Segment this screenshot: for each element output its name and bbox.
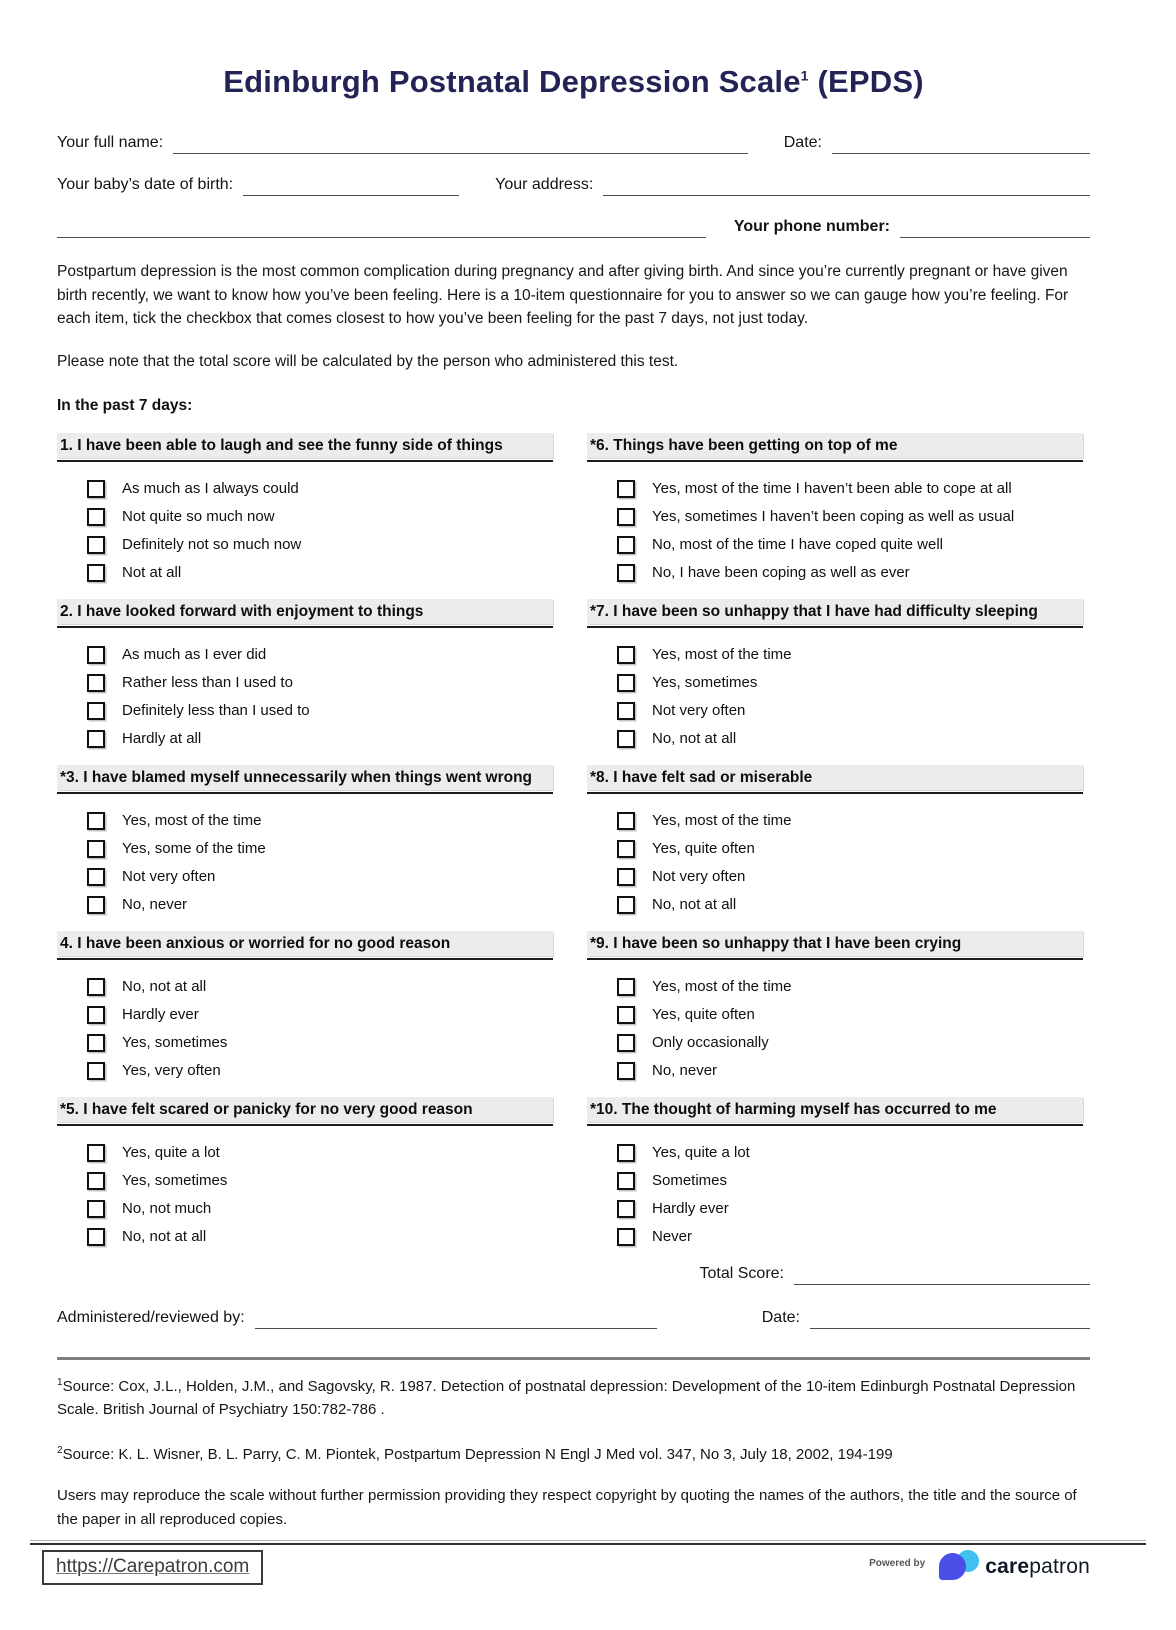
option-label: Yes, sometimes I haven’t been coping as well as usual [652,508,1015,526]
carepatron-url-link[interactable]: https://Carepatron.com [42,1550,263,1585]
dob-address-row [57,176,1090,196]
option-label: No, never [652,1062,718,1080]
checkbox-icon[interactable] [87,564,105,582]
checkbox-icon[interactable] [87,1228,105,1246]
option-row[interactable] [587,973,1083,1001]
checkbox-icon[interactable] [87,896,105,914]
question-block-4 [57,931,553,1097]
option-label: Yes, most of the time I haven’t been able to cope at all [652,480,1012,498]
checkbox-icon[interactable] [87,646,105,664]
question-underline [587,626,1083,628]
option-label: No, not at all [652,730,737,748]
option-row[interactable] [587,641,1083,669]
question-block-8 [587,765,1083,931]
option-label: Yes, very often [122,1062,221,1080]
checkbox-icon[interactable] [617,1200,635,1218]
option-label: As much as I ever did [122,646,267,664]
footnote-1-text: Source: Cox, J.L., Holden, J.M., and Sagovsky, R. 1987. Detection of postnatal depression: Development of the 10-item Edinburgh Postnatal Depression Scale. British Journal of Psychiatry 150:782-786 . [57,1377,1076,1418]
option-label: Yes, most of the time [652,978,792,996]
scoring-note: Please note that the total score will be calculated by the person who administered this test. [57,352,679,370]
option-label: Yes, quite a lot [122,1144,220,1162]
question-underline [57,626,553,628]
address2-phone-row [57,218,1090,238]
carepatron-wordmark [985,1555,1090,1579]
checkbox-icon[interactable] [617,1172,635,1190]
checkbox-icon[interactable] [87,480,105,498]
signoff-date-label: Date: [761,1308,800,1326]
checkbox-icon[interactable] [87,1006,105,1024]
checkbox-icon[interactable] [617,868,635,886]
footnote-source-1 [57,1375,1090,1422]
option-row[interactable] [587,503,1083,531]
option-row[interactable] [587,807,1083,835]
question-4-options [57,973,553,1085]
option-row[interactable] [57,1167,553,1195]
option-label: As much as I always could [122,480,299,498]
option-row[interactable] [57,807,553,835]
option-label: No, not much [122,1200,212,1218]
question-6-options [587,475,1083,587]
question-underline [57,792,553,794]
option-label: Yes, sometimes [652,674,758,692]
checkbox-icon[interactable] [87,1200,105,1218]
option-row[interactable] [57,697,553,725]
option-row[interactable] [587,475,1083,503]
total-score-field-line[interactable] [794,1265,1090,1285]
question-10-title: *10. The thought of harming myself has occurred to me [587,1097,1083,1122]
option-label: Yes, some of the time [122,840,266,858]
option-row[interactable] [587,1057,1083,1085]
option-row[interactable] [57,863,553,891]
question-10-options [587,1139,1083,1251]
baby-dob-label: Your baby’s date of birth: [57,176,234,193]
checkbox-icon[interactable] [87,868,105,886]
option-row[interactable] [57,1001,553,1029]
question-underline [587,792,1083,794]
checkbox-icon[interactable] [87,812,105,830]
checkbox-icon[interactable] [617,674,635,692]
question-1-options [57,475,553,587]
question-2-options [57,641,553,753]
question-6-title: *6. Things have been getting on top of me [587,433,1083,458]
checkbox-icon[interactable] [87,536,105,554]
option-row[interactable] [587,1195,1083,1223]
option-row[interactable] [57,641,553,669]
option-label: Not very often [122,868,216,886]
page-title-superscript: 1 [800,67,809,84]
option-label: No, not at all [122,1228,207,1246]
intro-paragraph: Postpartum depression is the most common complication during pregnancy and after giving birth. And since you’re currently pregnant or have given birth recently, we want to know how you’ve been feeling. Here is a 10-item questionnaire for you to answer so we can gauge how you’re feeling. For each item, tick the checkbox that comes closest to how you’ve been feeling for the past 7 days, not just today. [57,263,1069,328]
question-block-5 [57,1097,553,1263]
administered-by-label: Administered/reviewed by: [57,1308,245,1326]
option-row[interactable] [587,531,1083,559]
question-5-title: *5. I have felt scared or panicky for no very good reason [57,1097,553,1122]
option-label: Only occasionally [652,1034,769,1052]
question-5-options [57,1139,553,1251]
option-label: No, not at all [122,978,207,996]
footnote-divider [57,1357,1090,1360]
checkbox-icon[interactable] [617,840,635,858]
phone-label: Your phone number: [733,218,890,235]
checkbox-icon[interactable] [87,674,105,692]
question-underline [57,1124,553,1126]
option-label: No, most of the time I have coped quite well [652,536,943,554]
checkbox-icon[interactable] [87,508,105,526]
option-row[interactable] [57,1057,553,1085]
option-row[interactable] [587,1139,1083,1167]
option-row[interactable] [587,1029,1083,1057]
option-row[interactable] [587,891,1083,919]
checkbox-icon[interactable] [617,702,635,720]
question-7-options [587,641,1083,753]
option-row[interactable] [57,475,553,503]
option-label: Sometimes [652,1172,728,1190]
option-row[interactable] [587,835,1083,863]
footer-rule-dark [30,1543,1146,1545]
total-score-label: Total Score: [699,1264,784,1282]
checkbox-icon[interactable] [617,480,635,498]
option-row[interactable] [587,863,1083,891]
option-label: Definitely not so much now [122,536,302,554]
question-block-10 [587,1097,1083,1263]
checkbox-icon[interactable] [617,1228,635,1246]
option-label: No, I have been coping as well as ever [652,564,910,582]
page-footer [30,1540,1146,1585]
checkbox-icon[interactable] [87,1172,105,1190]
checkbox-icon[interactable] [617,1144,635,1162]
question-block-7 [587,599,1083,765]
checkbox-icon[interactable] [617,1062,635,1080]
address-label: Your address: [495,176,594,193]
name-date-row [57,134,1090,154]
phone-field-line[interactable] [900,218,1090,238]
footnote-1-superscript: 1 [57,1376,63,1388]
checkbox-icon[interactable] [87,702,105,720]
option-row[interactable] [57,835,553,863]
baby-dob-field-line[interactable] [243,176,459,196]
footnote-2-text: Source: K. L. Wisner, B. L. Parry, C. M. Piontek, Postpartum Depression N Engl J Med vol. 347, No 3, July 18, 2002, 194-199 [62,1446,893,1464]
option-row[interactable] [57,669,553,697]
question-underline [587,460,1083,462]
checkbox-icon[interactable] [87,1144,105,1162]
checkbox-icon[interactable] [87,730,105,748]
option-row[interactable] [587,559,1083,587]
question-8-options [587,807,1083,919]
question-block-3 [57,765,553,931]
administered-row [57,1309,1090,1329]
option-row[interactable] [587,1001,1083,1029]
page-title-suffix: (EPDS) [808,64,924,99]
signoff-date-field-line[interactable] [810,1309,1090,1329]
option-label: Not at all [122,564,182,582]
question-4-title: 4. I have been anxious or worried for no good reason [57,931,553,956]
question-block-2 [57,599,553,765]
full-name-field-line[interactable] [173,134,748,154]
questions-grid [57,433,1090,1263]
checkbox-icon[interactable] [87,978,105,996]
question-block-9 [587,931,1083,1097]
option-row[interactable] [57,1029,553,1057]
question-underline [587,958,1083,960]
option-row[interactable] [587,1167,1083,1195]
checkbox-icon[interactable] [87,840,105,858]
option-row[interactable] [57,725,553,753]
checkbox-icon[interactable] [87,1062,105,1080]
page-title [57,64,1090,100]
checkbox-icon[interactable] [617,508,635,526]
question-underline [587,1124,1083,1126]
checkbox-icon[interactable] [617,978,635,996]
section-heading: In the past 7 days: [57,396,193,414]
copyright-note: Users may reproduce the scale without further permission providing they respect copyright by quoting the names of the authors, the title and the source of the paper in all reproduced copies. [57,1487,1077,1528]
question-8-title: *8. I have felt sad or miserable [587,765,1083,790]
checkbox-icon[interactable] [617,1034,635,1052]
address-field-line[interactable] [603,176,1090,196]
footer-rule-light [30,1540,1146,1541]
question-underline [57,460,553,462]
option-label: Yes, most of the time [122,812,262,830]
option-row[interactable] [587,725,1083,753]
powered-by-group [869,1550,1090,1584]
question-block-1 [57,433,553,599]
questions-right-column [587,433,1083,1263]
option-row[interactable] [57,1139,553,1167]
option-label: Yes, quite often [652,840,755,858]
questions-left-column [57,433,553,1263]
option-label: No, not at all [652,896,737,914]
option-row[interactable] [57,503,553,531]
question-9-title: *9. I have been so unhappy that I have been crying [587,931,1083,956]
brand-care: care [985,1555,1030,1578]
checkbox-icon[interactable] [617,564,635,582]
footnote-2-superscript: 2 [57,1445,63,1457]
option-row[interactable] [57,559,553,587]
option-row[interactable] [57,891,553,919]
option-label: Not very often [652,702,746,720]
checkbox-icon[interactable] [617,730,635,748]
question-9-options [587,973,1083,1085]
question-1-title: 1. I have been able to laugh and see the funny side of things [57,433,553,458]
option-label: Yes, most of the time [652,646,792,664]
option-row[interactable] [57,973,553,1001]
administered-by-field-line[interactable] [255,1309,657,1329]
option-label: No, never [122,896,188,914]
option-row[interactable] [57,1223,553,1251]
checkbox-icon[interactable] [617,646,635,664]
option-row[interactable] [587,669,1083,697]
address-continuation-line[interactable] [57,218,706,238]
option-label: Definitely less than I used to [122,702,310,720]
total-score-row [57,1265,1090,1285]
checkbox-icon[interactable] [617,1006,635,1024]
option-label: Never [652,1228,693,1246]
option-row[interactable] [587,1223,1083,1251]
page-title-main: Edinburgh Postnatal Depression Scale [223,64,801,99]
question-2-title: 2. I have looked forward with enjoyment to things [57,599,553,624]
question-3-title: *3. I have blamed myself unnecessarily when things went wrong [57,765,553,790]
checkbox-icon[interactable] [617,896,635,914]
option-label: Hardly ever [122,1006,199,1024]
option-label: Yes, most of the time [652,812,792,830]
option-row[interactable] [57,531,553,559]
option-label: Yes, sometimes [122,1034,228,1052]
checkbox-icon[interactable] [617,536,635,554]
footer-row [30,1550,1146,1585]
question-3-options [57,807,553,919]
option-label: Rather less than I used to [122,674,293,692]
logo-indigo-blob-icon [939,1553,966,1580]
question-underline [57,958,553,960]
question-block-6 [587,433,1083,599]
date-label: Date: [783,134,822,151]
checkbox-icon[interactable] [617,812,635,830]
question-7-title: *7. I have been so unhappy that I have had difficulty sleeping [587,599,1083,624]
date-field-line[interactable] [832,134,1090,154]
option-label: Hardly ever [652,1200,729,1218]
option-label: Not quite so much now [122,508,275,526]
full-name-label: Your full name: [57,134,164,151]
option-row[interactable] [587,697,1083,725]
option-row[interactable] [57,1195,553,1223]
checkbox-icon[interactable] [87,1034,105,1052]
brand-patron: patron [1029,1555,1090,1578]
option-label: Yes, quite often [652,1006,755,1024]
powered-by-label: Powered by [869,1557,926,1569]
carepatron-logo-icon [939,1550,979,1584]
footnote-source-2 [57,1443,1090,1466]
option-label: Not very often [652,868,746,886]
option-label: Yes, quite a lot [652,1144,750,1162]
option-label: Yes, sometimes [122,1172,228,1190]
option-label: Hardly at all [122,730,202,748]
